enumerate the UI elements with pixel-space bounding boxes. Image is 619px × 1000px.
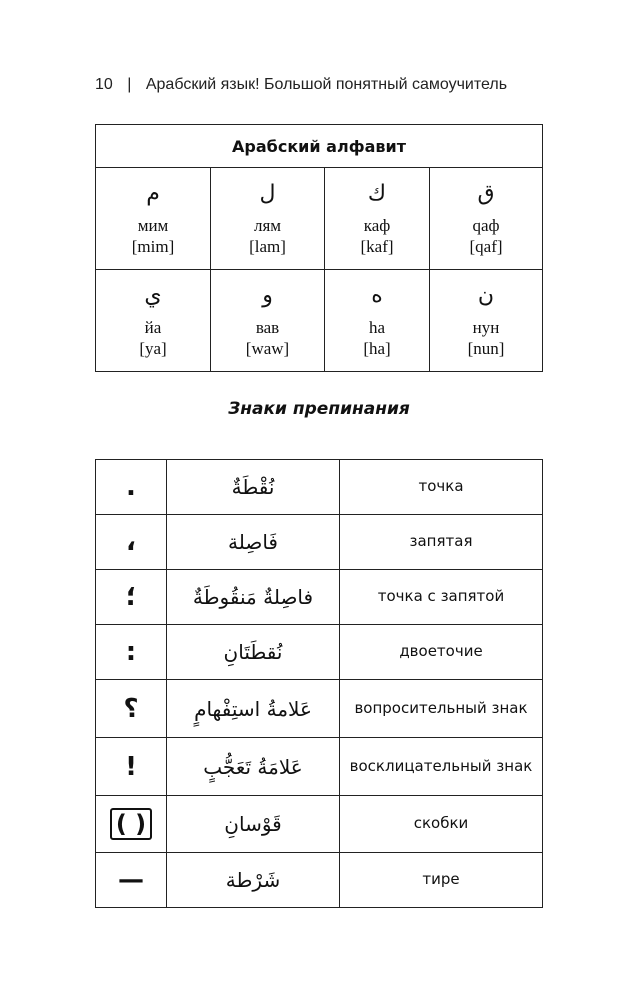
punct-russian: точка xyxy=(340,460,543,515)
letter-cell xyxy=(211,270,325,372)
punct-symbol: . xyxy=(96,460,167,515)
letter-translit: [lam] xyxy=(249,236,286,256)
punct-russian: восклицательный знак xyxy=(340,738,543,796)
punct-symbol: ؛ xyxy=(96,570,167,625)
book-title: Арабский язык! Большой понятный самоучитель xyxy=(145,76,508,93)
punct-russian: скобки xyxy=(340,796,543,853)
punct-symbol: ! xyxy=(96,738,167,796)
alphabet-table xyxy=(95,124,543,372)
letter-cell xyxy=(96,270,211,372)
letter-translit: [waw] xyxy=(245,338,290,358)
header-separator: | xyxy=(127,76,132,93)
letter-cell xyxy=(430,168,543,270)
arabic-letter: م xyxy=(146,180,160,206)
arabic-letter: ه xyxy=(371,282,383,308)
letter-translit: [kaf] xyxy=(360,236,394,256)
letter-name: мим xyxy=(137,215,169,235)
letter-translit: [mim] xyxy=(131,236,175,256)
letter-cell xyxy=(325,168,430,270)
table-row xyxy=(96,460,543,515)
punct-symbol-cell xyxy=(96,796,167,853)
table-row xyxy=(96,796,543,853)
running-header xyxy=(95,76,507,94)
punct-symbol: : xyxy=(96,625,167,680)
letter-translit: [nun] xyxy=(467,338,505,358)
letter-cell xyxy=(325,270,430,372)
arabic-letter: ق xyxy=(477,180,495,206)
punct-russian: тире xyxy=(340,853,543,908)
punct-russian: точка с запятой xyxy=(340,570,543,625)
alphabet-title: Арабский алфавит xyxy=(96,125,543,168)
punct-arabic: قَوْسانِ xyxy=(167,796,340,853)
punct-russian: двоеточие xyxy=(340,625,543,680)
table-row xyxy=(96,853,543,908)
punct-russian: вопросительный знак xyxy=(340,680,543,738)
table-row xyxy=(96,738,543,796)
arabic-letter: و xyxy=(262,282,273,308)
letter-name: ha xyxy=(368,317,386,337)
table-row xyxy=(96,680,543,738)
letter-name: нун xyxy=(472,317,500,337)
letter-translit: [ya] xyxy=(139,338,167,358)
letter-name: лям xyxy=(253,215,282,235)
punct-arabic: عَلامَةُ تَعَجُّبٍ xyxy=(167,738,340,796)
punct-russian: запятая xyxy=(340,515,543,570)
page-number: 10 xyxy=(95,76,113,93)
punct-symbol: — xyxy=(96,853,167,908)
table-row xyxy=(96,515,543,570)
arabic-letter: ي xyxy=(144,282,162,308)
punct-symbol: ( ) xyxy=(110,808,152,841)
punct-symbol: ، xyxy=(96,515,167,570)
letter-translit: [ha] xyxy=(363,338,391,358)
table-row xyxy=(96,625,543,680)
arabic-letter: ك xyxy=(367,180,387,206)
arabic-letter: ل xyxy=(259,180,276,206)
letter-cell xyxy=(96,168,211,270)
letter-name: йа xyxy=(144,317,162,337)
section-title: Знаки препинания xyxy=(228,399,410,419)
letter-name: вав xyxy=(255,317,280,337)
punct-arabic: فاصِلةٌ مَنقُوطَةٌ xyxy=(167,570,340,625)
punct-arabic: نُقْطَةٌ xyxy=(167,460,340,515)
letter-cell xyxy=(430,270,543,372)
punctuation-table xyxy=(95,459,543,908)
punct-arabic: شَرْطة xyxy=(167,853,340,908)
letter-name: каф xyxy=(363,215,391,235)
table-row xyxy=(96,570,543,625)
arabic-letter: ن xyxy=(477,282,495,308)
letter-cell xyxy=(211,168,325,270)
punct-arabic: فَاصِلة xyxy=(167,515,340,570)
punct-arabic: نُقطَتَانِ xyxy=(167,625,340,680)
punct-symbol: ؟ xyxy=(96,680,167,738)
punct-arabic: عَلامةُ استِفْهامٍ xyxy=(167,680,340,738)
letter-translit: [qaf] xyxy=(469,236,503,256)
letter-name: qаф xyxy=(472,215,500,235)
